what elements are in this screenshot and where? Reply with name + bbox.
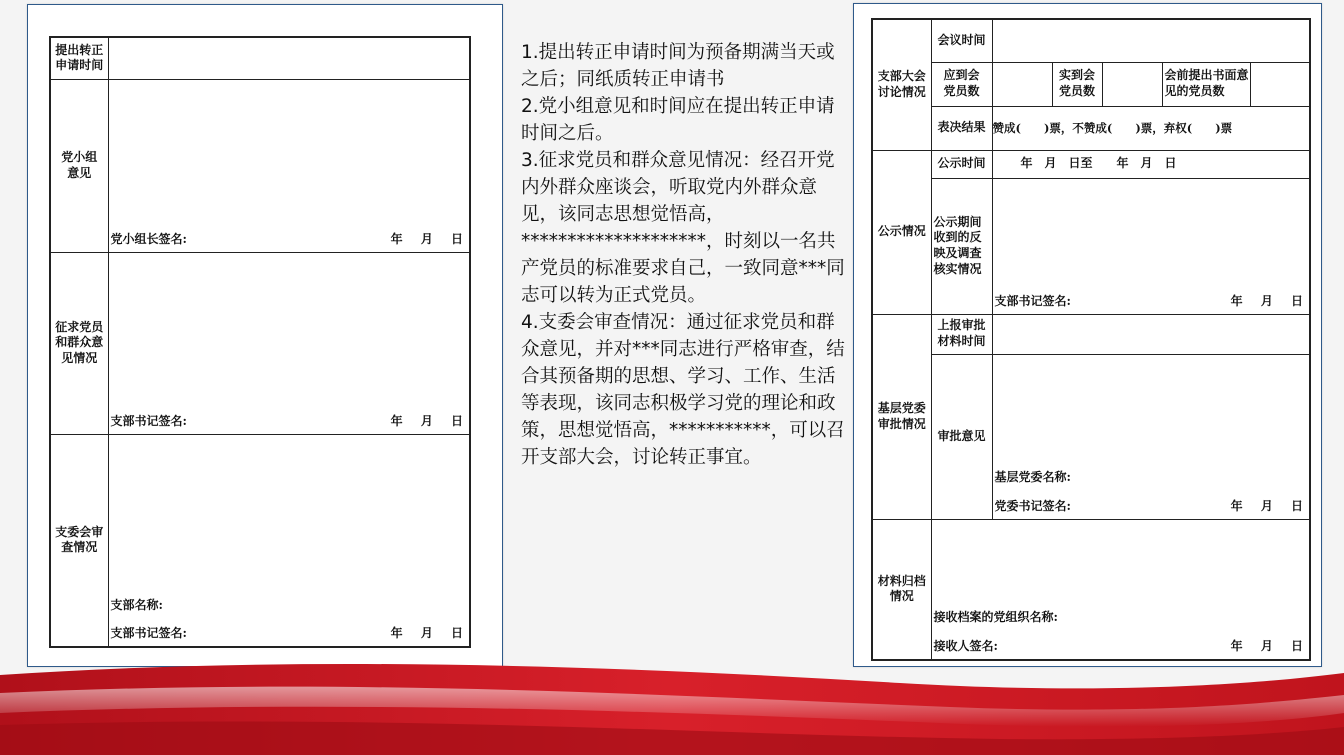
red-ribbon-decoration [0, 655, 1344, 755]
approval-opinion-cell [992, 354, 1310, 519]
notice-time-range: 年 月 日至 年 月 日 [992, 150, 1310, 178]
report-time-cell [992, 314, 1310, 354]
branch-meeting-label: 支部大会讨论情况 [872, 19, 931, 150]
right-form-card [853, 3, 1322, 667]
group-leader-signature: 党小组长签名: 年 月 日 [110, 231, 463, 246]
archive-org-field: 接收档案的党组织名称: [933, 610, 1058, 625]
date-placeholder: 年 月 日 [390, 413, 463, 428]
actual-members-cell [1102, 62, 1162, 106]
notice-time-label: 公示时间 [931, 150, 992, 178]
instruction-4: 4.支委会审查情况：通过征求党员和群众意见，并对***同志进行严格审查，结合其预备期的思想、学习、工作、生活等表现，该同志积极学习党的理论和政策，思想觉悟高，***********，可以召开支部大会，讨论转正事宜。 [521, 312, 845, 468]
meeting-time-cell [992, 19, 1310, 62]
committee-name-field: 基层党委名称: [994, 469, 1071, 484]
branch-secretary-signature: 支部书记签名: 年 月 日 [110, 413, 463, 428]
committee-review-cell [108, 434, 470, 647]
committee-secretary-signature: 党委书记签名: 年 月 日 [994, 498, 1304, 513]
date-placeholder: 年 月 日 [390, 231, 463, 246]
expected-members-cell [992, 62, 1052, 106]
feedback-label: 公示期间收到的反映及调查核实情况 [931, 178, 992, 314]
branch-secretary-signature: 支部书记签名: 年 月 日 [110, 626, 463, 641]
branch-name-field: 支部名称: [110, 598, 163, 613]
date-placeholder: 年 月 日 [1230, 293, 1304, 308]
right-form-table [871, 18, 1311, 661]
meeting-time-label: 会议时间 [931, 19, 992, 62]
written-opinions-label: 会前提出书面意见的党员数 [1162, 62, 1250, 106]
instruction-1: 1.提出转正申请时间为预备期满当天或之后；同纸质转正申请书 [521, 42, 835, 90]
left-form-card [27, 4, 503, 667]
instruction-3: 3.征求党员和群众意见情况：经召开党内外群众座谈会，听取党内外群众意见，该同志思想觉悟高，********************，时刻以一名共产党员的标准要求自己，一致同意***同志可以转为正式党员。 [521, 150, 845, 306]
report-time-label: 上报审批材料时间 [931, 314, 992, 354]
vote-result-label: 表决结果 [931, 106, 992, 150]
transfer-request-time-cell [108, 37, 470, 79]
instructions-text [521, 39, 851, 471]
vote-result-text: 赞成( )票，不赞成( )票，弃权( )票 [992, 106, 1310, 150]
public-notice-label: 公示情况 [872, 150, 931, 314]
left-form-table [49, 36, 471, 648]
committee-approval-label: 基层党委审批情况 [872, 314, 931, 519]
archive-cell [931, 519, 1310, 660]
actual-members-label: 实到会党员数 [1052, 62, 1102, 106]
party-group-opinion-cell [108, 79, 470, 252]
date-placeholder: 年 月 日 [1230, 639, 1304, 654]
opinions-solicited-cell [108, 252, 470, 434]
branch-secretary-signature: 支部书记签名: 年 月 日 [994, 293, 1304, 308]
date-placeholder: 年 月 日 [390, 626, 463, 641]
opinions-solicited-label: 征求党员和群众意见情况 [50, 252, 108, 434]
archive-label: 材料归档情况 [872, 519, 931, 660]
party-group-opinion-label: 党小组意见 [50, 79, 108, 252]
receiver-signature: 接收人签名: 年 月 日 [933, 639, 1304, 654]
transfer-request-time-label: 提出转正申请时间 [50, 37, 108, 79]
instruction-2: 2.党小组意见和时间应在提出转正申请时间之后。 [521, 96, 835, 144]
committee-review-label: 支委会审查情况 [50, 434, 108, 647]
written-opinions-cell [1250, 62, 1310, 106]
approval-opinion-label: 审批意见 [931, 354, 992, 519]
date-placeholder: 年 月 日 [1230, 498, 1304, 513]
expected-members-label: 应到会党员数 [931, 62, 992, 106]
feedback-cell [992, 178, 1310, 314]
